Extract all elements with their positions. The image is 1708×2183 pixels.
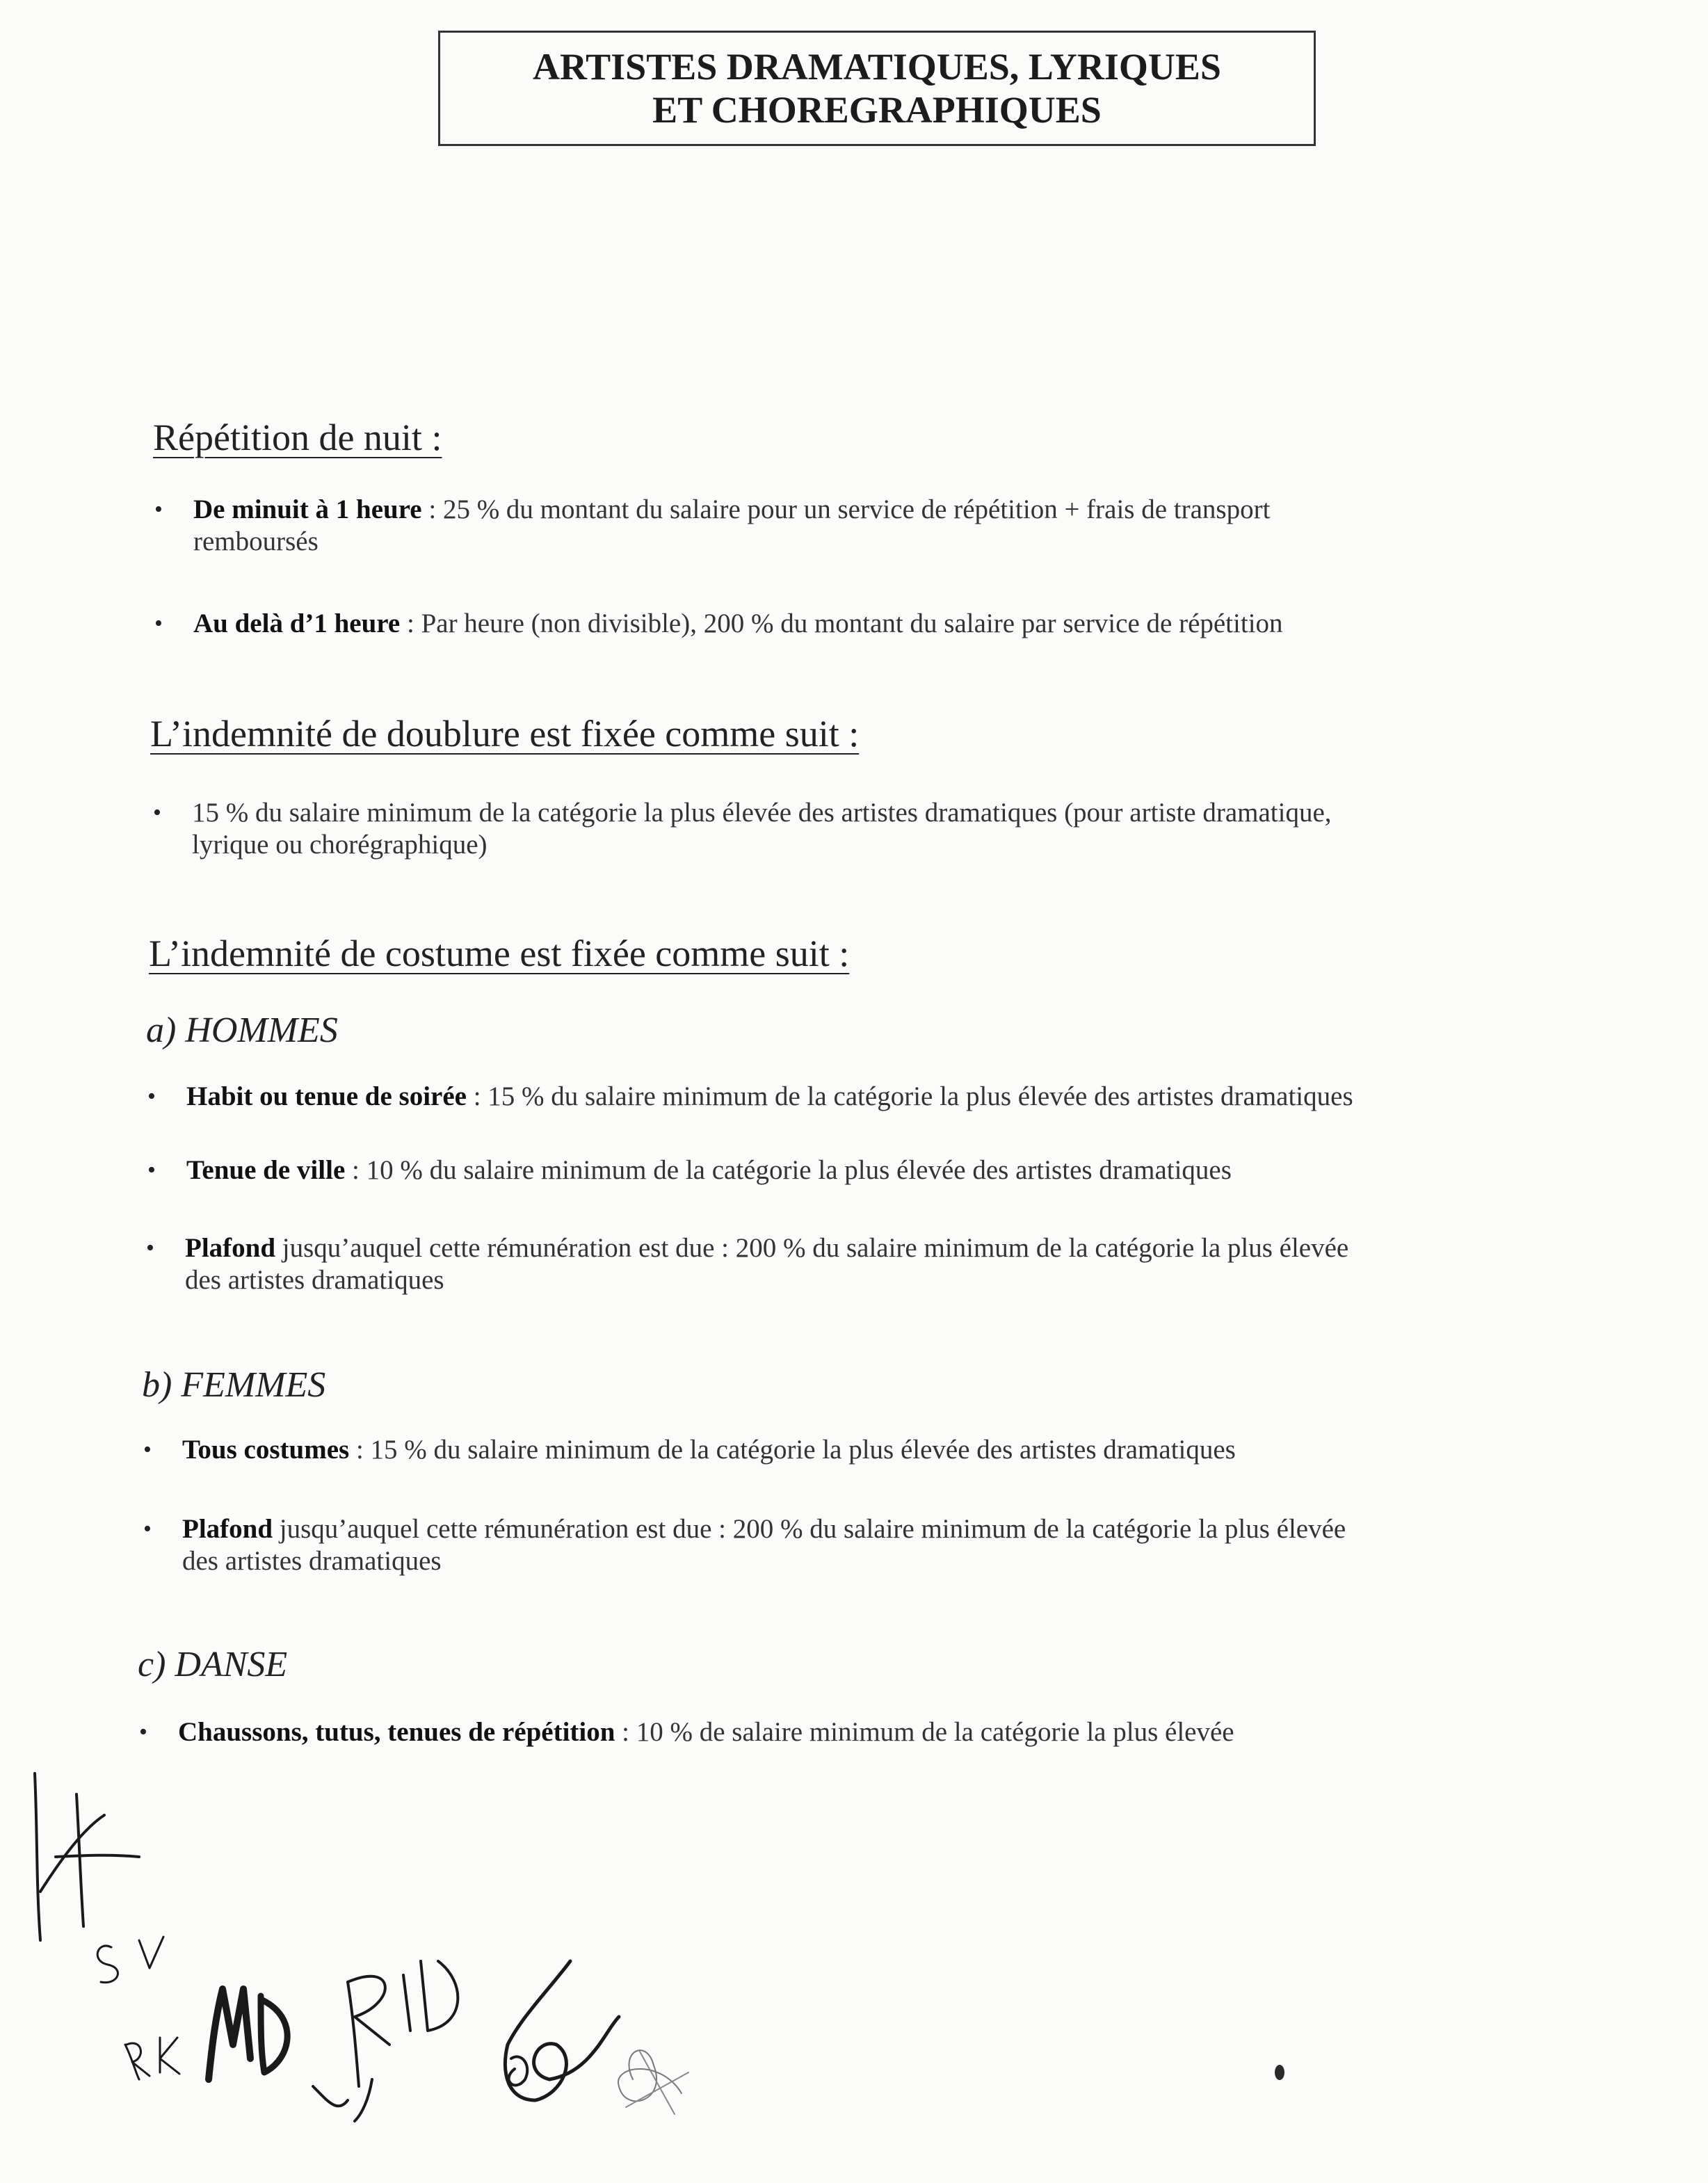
- bullet-femmes-1: [143, 1434, 1650, 1466]
- bullet-text: : 10 % de salaire minimum de la catégorie la plus élevée: [615, 1717, 1234, 1747]
- bullet-label: Au delà d’1 heure: [193, 609, 401, 638]
- bullet-text: 15 % du salaire minimum de la catégorie la plus élevée des artistes dramatiques (pour artiste dramatique,: [192, 798, 1332, 828]
- document-title-box: [438, 31, 1316, 146]
- bullet-text-continuation: des artistes dramatiques: [185, 1265, 444, 1295]
- bullet-dot: •: [147, 1157, 156, 1183]
- bullet-text-continuation: remboursés: [193, 526, 319, 556]
- bullet-label: Plafond: [182, 1514, 273, 1544]
- bullet-dot: •: [154, 611, 163, 636]
- bullet-dot: •: [147, 1084, 156, 1109]
- handwritten-signatures: [21, 1753, 716, 2142]
- bullet-repetition-1: [154, 494, 1640, 558]
- signature-stroke: [626, 2052, 688, 2114]
- bullet-dot: •: [154, 497, 163, 522]
- bullet-label: Chaussons, tutus, tenues de répétition: [178, 1717, 615, 1747]
- subheading-hommes: a) HOMMES: [146, 1010, 338, 1050]
- bullet-text: jusqu’auquel cette rémunération est due : 200 % du salaire minimum de la catégorie la plus élevée: [273, 1514, 1346, 1544]
- signature-stroke: [160, 2038, 179, 2074]
- subheading-danse: c) DANSE: [138, 1645, 288, 1684]
- signature-stroke: [505, 1961, 619, 2100]
- signature-stroke: [261, 1996, 287, 2072]
- signature-stroke: [35, 1773, 40, 1940]
- bullet-femmes-2: [143, 1513, 1650, 1577]
- bullet-text: : 15 % du salaire minimum de la catégorie la plus élevée des artistes dramatiques: [466, 1081, 1353, 1111]
- bullet-hommes-2: [147, 1154, 1654, 1186]
- section-heading-doublure: L’indemnité de doublure est fixée comme suit :: [150, 713, 860, 755]
- signature-stroke: [348, 1982, 359, 2086]
- signature-stroke: [56, 1855, 139, 1857]
- signature-stroke: [209, 1989, 250, 2079]
- signature-stroke: [403, 1961, 458, 2031]
- bullet-text: : 10 % du salaire minimum de la catégorie la plus élevée des artistes dramatiques: [345, 1155, 1232, 1185]
- bullet-text: : 15 % du salaire minimum de la catégorie la plus élevée des artistes dramatiques: [349, 1435, 1236, 1465]
- title-line-2: ET CHOREGRAPHIQUES: [652, 89, 1102, 131]
- bullet-dot: •: [146, 1235, 154, 1261]
- bullet-text-continuation: des artistes dramatiques: [182, 1546, 442, 1576]
- bullet-label: Tenue de ville: [186, 1155, 346, 1185]
- title-line-1: ARTISTES DRAMATIQUES, LYRIQUES: [533, 46, 1221, 88]
- signature-stroke: [313, 2079, 372, 2121]
- bullet-label: Plafond: [185, 1233, 276, 1263]
- signature-stroke: [139, 1937, 163, 1968]
- bullet-dot: •: [143, 1437, 152, 1463]
- bullet-text-continuation: lyrique ou chorégraphique): [192, 830, 488, 860]
- bullet-repetition-2: [154, 608, 1640, 640]
- section-heading-repetition: Répétition de nuit :: [153, 417, 442, 458]
- bullet-text: jusqu’auquel cette rémunération est due : 200 % du salaire minimum de la catégorie la plus élevée: [275, 1233, 1349, 1263]
- signature-stroke: [40, 1815, 104, 1892]
- bullet-doublure-1: [153, 797, 1659, 861]
- subheading-femmes: b) FEMMES: [142, 1365, 326, 1405]
- bullet-label: De minuit à 1 heure: [193, 494, 422, 524]
- bullet-dot: •: [153, 800, 161, 825]
- bullet-dot: •: [143, 1516, 152, 1542]
- bullet-dot: •: [139, 1719, 147, 1745]
- signature-stroke: [76, 1794, 83, 1926]
- bullet-danse-1: [139, 1716, 1645, 1748]
- ink-spot: [1270, 2059, 1291, 2086]
- bullet-text: : 25 % du montant du salaire pour un service de répétition + frais de transport: [421, 494, 1271, 524]
- section-heading-costume: L’indemnité de costume est fixée comme suit :: [149, 933, 850, 974]
- bullet-hommes-3: [146, 1232, 1652, 1296]
- signature-stroke: [125, 2043, 150, 2079]
- signature-stroke: [509, 2056, 528, 2085]
- bullet-label: Tous costumes: [182, 1435, 350, 1465]
- signature-stroke: [97, 1946, 118, 1983]
- bullet-text: : Par heure (non divisible), 200 % du montant du salaire par service de répétition: [400, 609, 1283, 638]
- bullet-label: Habit ou tenue de soirée: [186, 1081, 467, 1111]
- bullet-hommes-1: [147, 1081, 1654, 1113]
